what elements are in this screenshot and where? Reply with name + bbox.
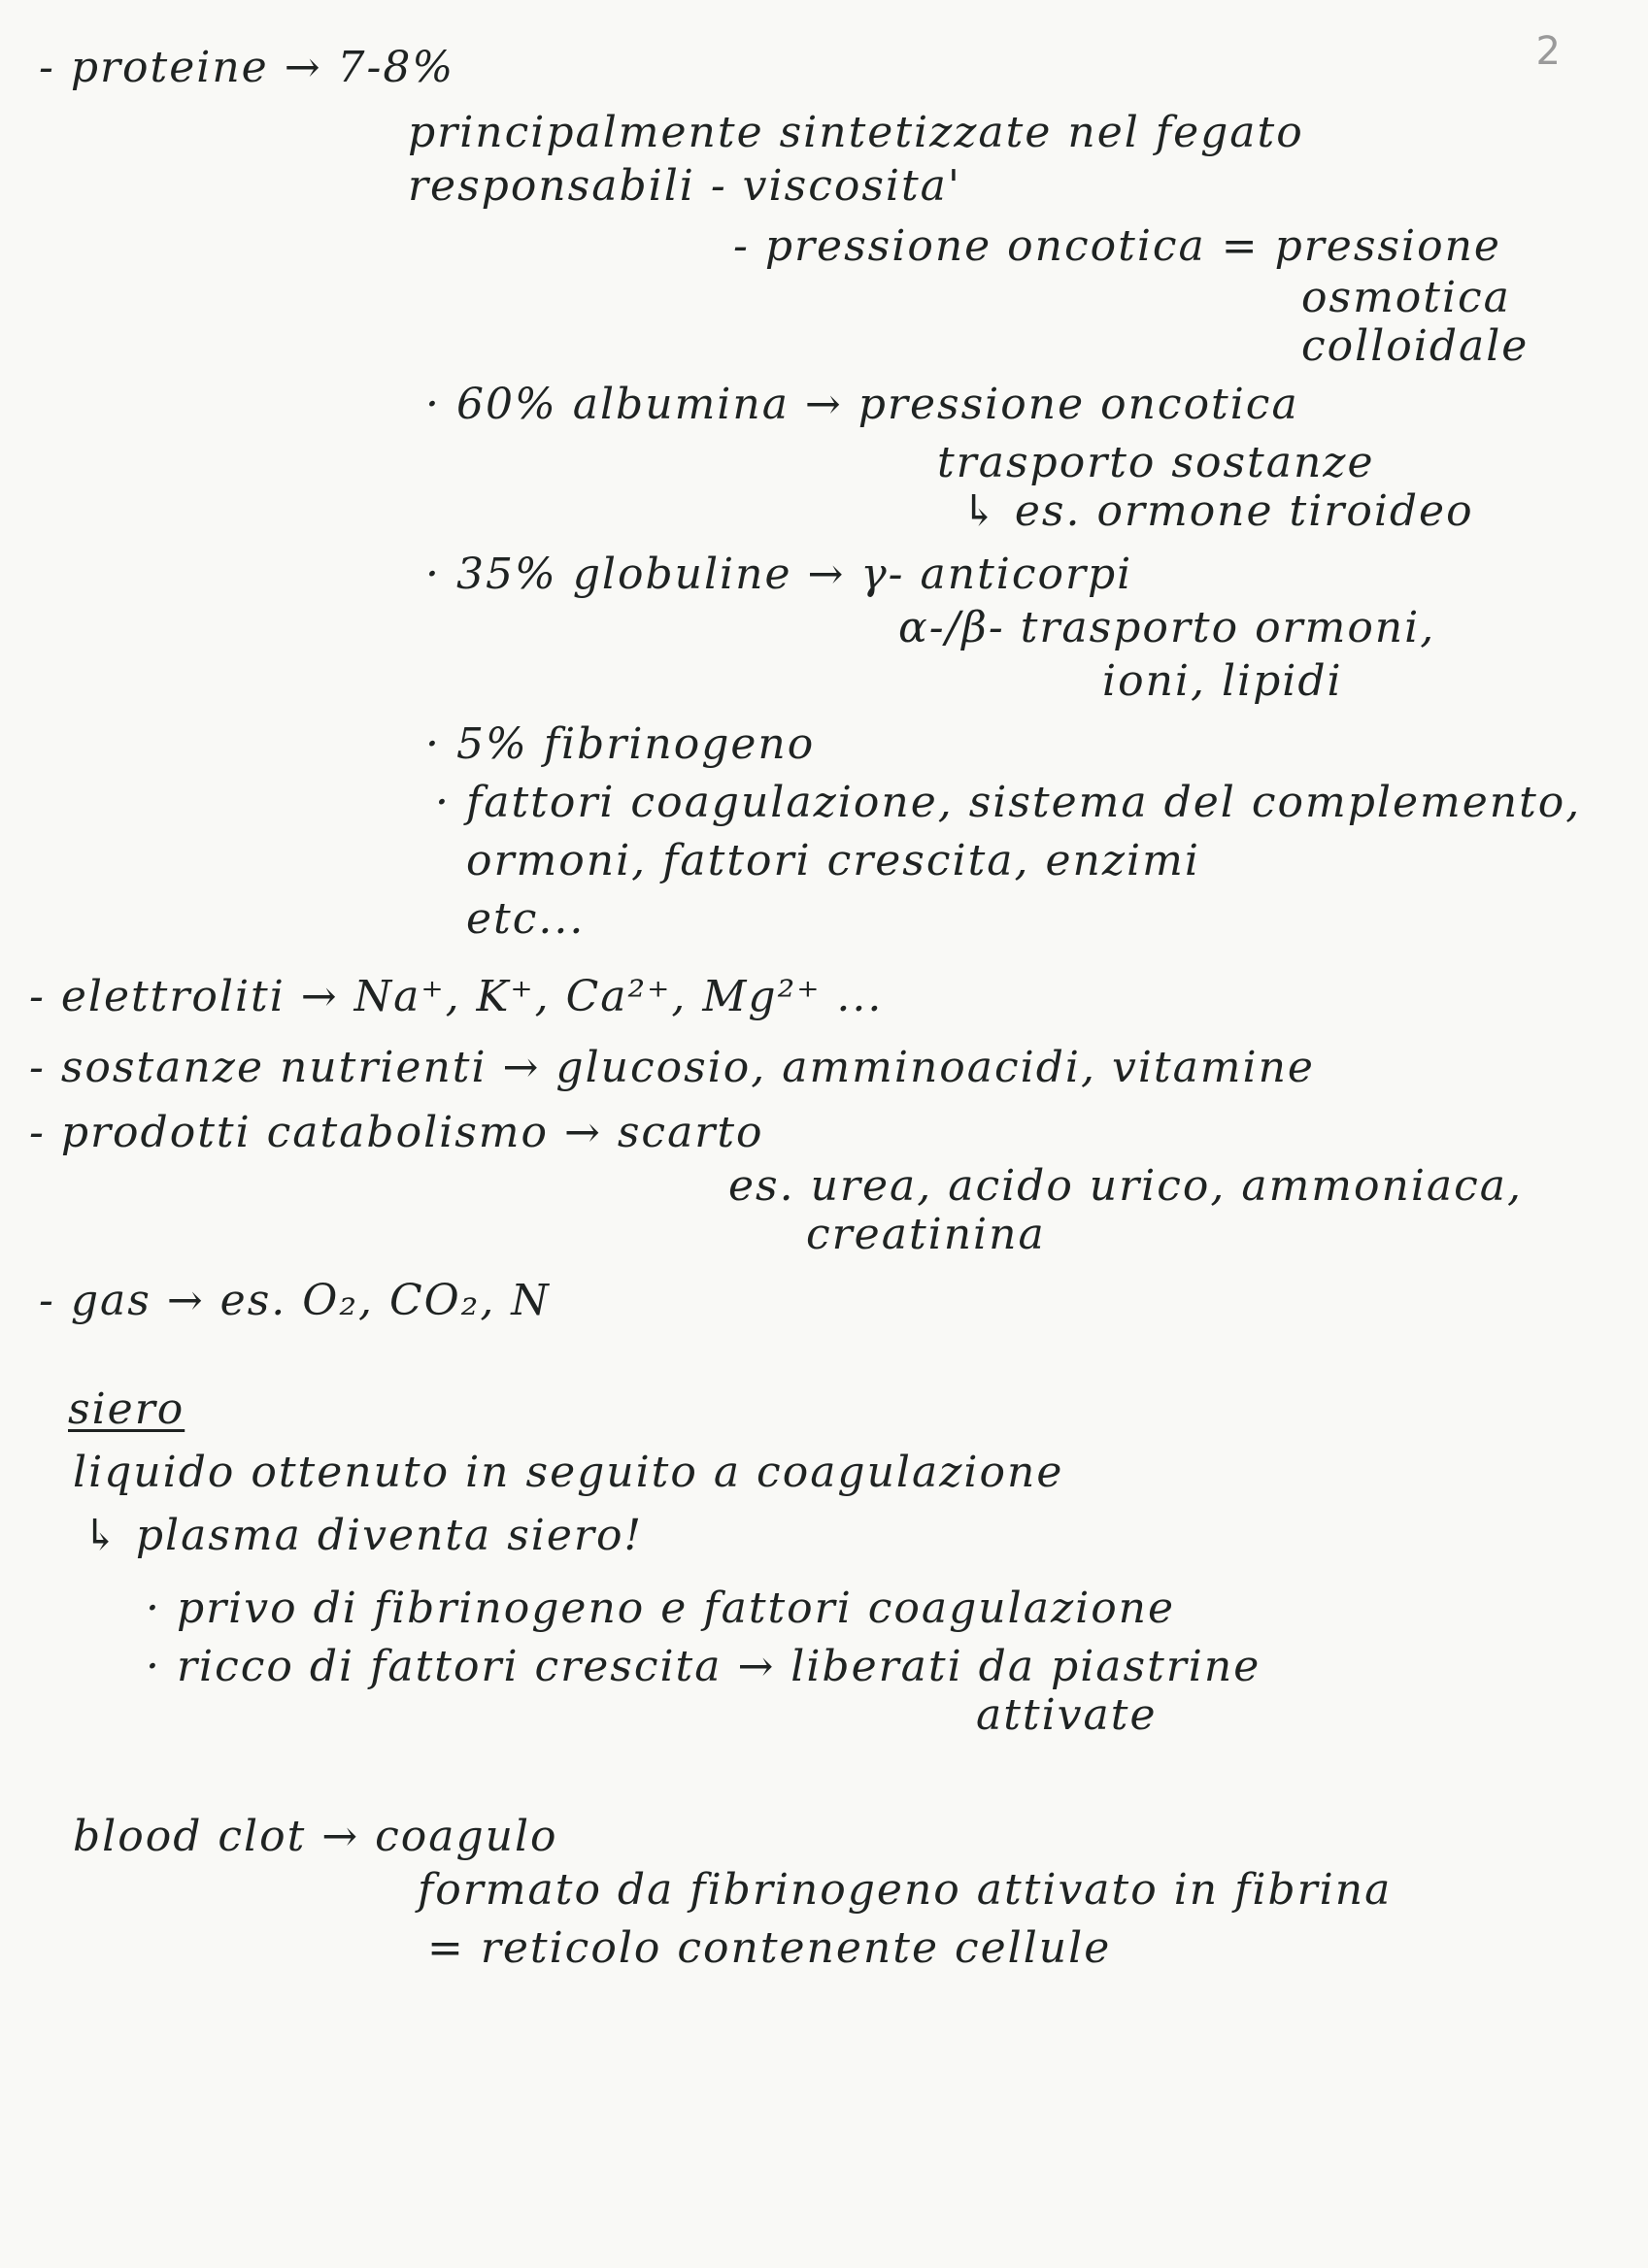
line-proteine: - proteine → 7-8% — [39, 43, 455, 92]
line-plasma-siero: ↳ plasma diventa siero! — [83, 1511, 644, 1560]
line-privo-fibrinogeno: · privo di fibrinogeno e fattori coagulazione — [146, 1584, 1176, 1633]
line-fattori-coagulazione: · fattori coagulazione, sistema del complemento, — [435, 778, 1582, 827]
line-urea: es. urea, acido urico, ammoniaca, — [728, 1161, 1524, 1211]
line-fibrinogeno: · 5% fibrinogeno — [425, 719, 816, 769]
line-ricco-fattori: · ricco di fattori crescita → liberati da piastrine — [146, 1642, 1261, 1691]
line-ormoni-fattori: ormoni, fattori crescita, enzimi — [466, 836, 1200, 885]
line-sostanze-nutrienti: - sostanze nutrienti → glucosio, amminoacidi, vitamine — [29, 1043, 1315, 1092]
heading-siero: siero — [68, 1384, 185, 1434]
line-creatinina: creatinina — [806, 1210, 1046, 1259]
line-albumina: · 60% albumina → pressione oncotica — [425, 380, 1299, 429]
line-prodotti-catabolismo: - prodotti catabolismo → scarto — [29, 1108, 764, 1157]
line-etc: etc... — [466, 894, 586, 944]
line-osmotica: osmotica — [1301, 273, 1511, 322]
line-trasporto-sostanze: trasporto sostanze — [937, 438, 1375, 487]
line-gas: - gas → es. O₂, CO₂, N — [39, 1276, 551, 1325]
line-ormone-tiroideo: ↳ es. ormone tiroideo — [961, 486, 1474, 536]
line-attivate: attivate — [976, 1690, 1158, 1740]
page-number: 2 — [1535, 29, 1561, 74]
line-trasporto-ormoni: α-/β- trasporto ormoni, — [898, 603, 1436, 652]
line-ioni-lipidi: ioni, lipidi — [1102, 656, 1343, 706]
line-reticolo: = reticolo contenente cellule — [427, 1923, 1112, 1973]
line-colloidale: colloidale — [1301, 321, 1530, 371]
line-formato-da: formato da fibrinogeno attivato in fibrina — [418, 1865, 1393, 1915]
line-elettroliti: - elettroliti → Na⁺, K⁺, Ca²⁺, Mg²⁺ ... — [29, 972, 884, 1021]
line-responsabili: responsabili - viscosita' — [408, 161, 961, 211]
line-globuline: · 35% globuline → γ- anticorpi — [425, 550, 1133, 599]
line-pressione-oncotica: - pressione oncotica = pressione — [733, 221, 1501, 271]
line-blood-clot: blood clot → coagulo — [73, 1812, 558, 1861]
line-sintetizzate: principalmente sintetizzate nel fegato — [408, 108, 1304, 157]
line-liquido-ottenuto: liquido ottenuto in seguito a coagulazione — [73, 1448, 1064, 1497]
